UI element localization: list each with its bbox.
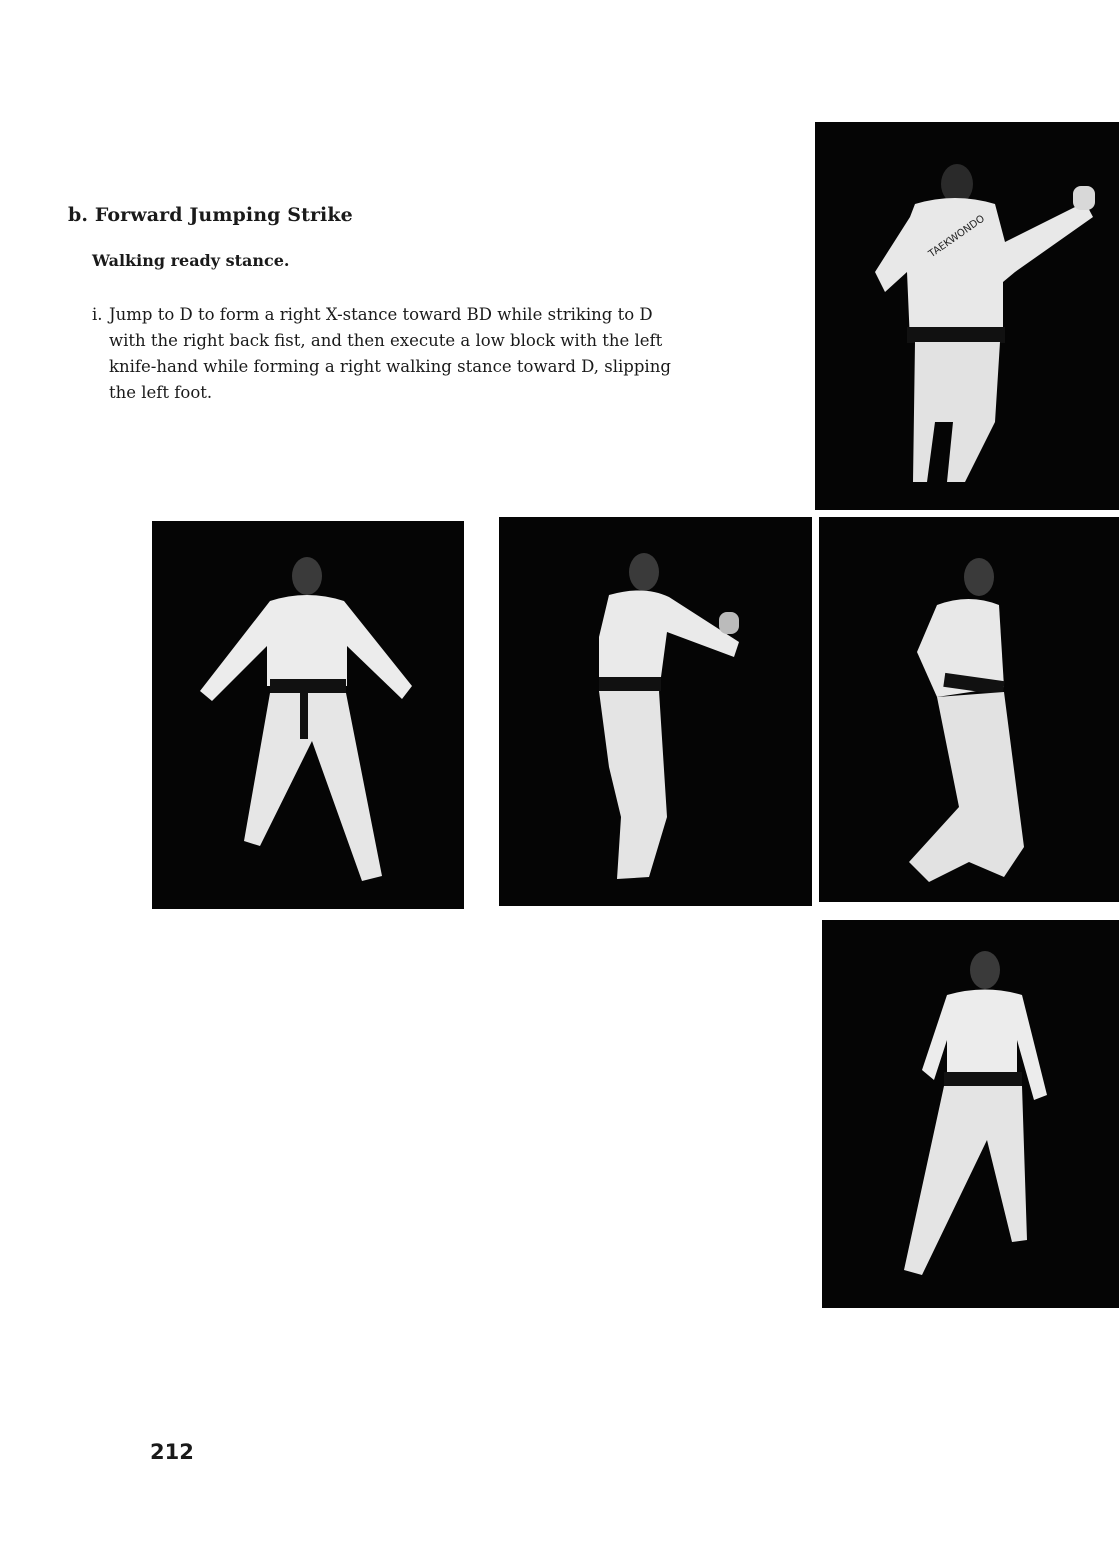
photo-walking-stance-low-block xyxy=(822,920,1119,1308)
step-line-4: the left foot. xyxy=(109,383,213,402)
figure-walking-stance xyxy=(822,920,1119,1308)
step-line-2: with the right back fist, and then execute a low block with the left xyxy=(109,331,663,350)
step-line-3: knife-hand while forming a right walking stance toward D, slipping xyxy=(109,357,671,376)
figure-jump-strike xyxy=(499,517,812,906)
step-instruction xyxy=(92,302,822,406)
photo-x-stance-back-fist xyxy=(819,517,1119,902)
figure-back-view xyxy=(815,122,1119,510)
step-line-1: Jump to D to form a right X-stance toward BD while striking to D xyxy=(109,305,653,324)
figure-x-stance xyxy=(819,517,1119,902)
photo-jump-strike xyxy=(499,517,812,906)
step-marker: i. xyxy=(92,305,103,324)
jacket-lettering: TAEKWONDO xyxy=(926,213,987,261)
photo-back-view-striking xyxy=(815,122,1119,510)
photo-ready-stance-front xyxy=(152,521,464,909)
page-number: 212 xyxy=(150,1440,194,1464)
figure-ready-stance xyxy=(152,521,464,909)
section-title: b. Forward Jumping Strike xyxy=(68,204,353,226)
section-subtitle: Walking ready stance. xyxy=(92,251,290,270)
